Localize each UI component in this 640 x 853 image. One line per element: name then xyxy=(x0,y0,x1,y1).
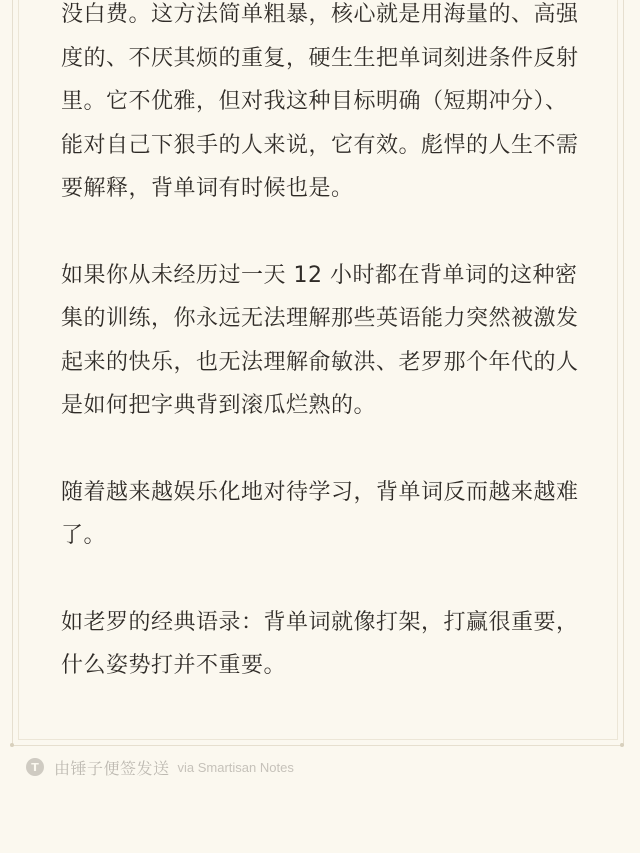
footer xyxy=(26,756,294,778)
smartisan-t-icon: T xyxy=(26,758,44,776)
note-body xyxy=(61,0,581,688)
note-paragraph-4: 如老罗的经典语录：背单词就像打架，打赢很重要，什么姿势打并不重要。 xyxy=(61,609,579,678)
note-paragraph-1: 没白费。这方法简单粗暴，核心就是用海量的、高强度的、不厌其烦的重复，硬生生把单词刻进条件反射里。它不优雅，但对我这种目标明确（短期冲分）、能对自己下狠手的人来说，它有效。彪悍的人生不需要解释，背单词有时候也是。 xyxy=(61,2,579,201)
note-card xyxy=(12,0,624,746)
note-paragraph-2: 如果你从未经历过一天 12 小时都在背单词的这种密集的训练，你永远无法理解那些英语能力突然被激发起来的快乐，也无法理解俞敏洪、老罗那个年代的人是如何把字典背到滚瓜烂熟的。 xyxy=(61,262,579,418)
sent-by-text: 由锤子便签发送 xyxy=(54,758,170,778)
corner-dot-left xyxy=(10,743,14,747)
via-smartisan-text: via Smartisan Notes xyxy=(177,759,294,775)
note-paragraph-3: 随着越来越娱乐化地对待学习，背单词反而越来越难了。 xyxy=(61,479,579,548)
corner-dot-right xyxy=(620,743,624,747)
